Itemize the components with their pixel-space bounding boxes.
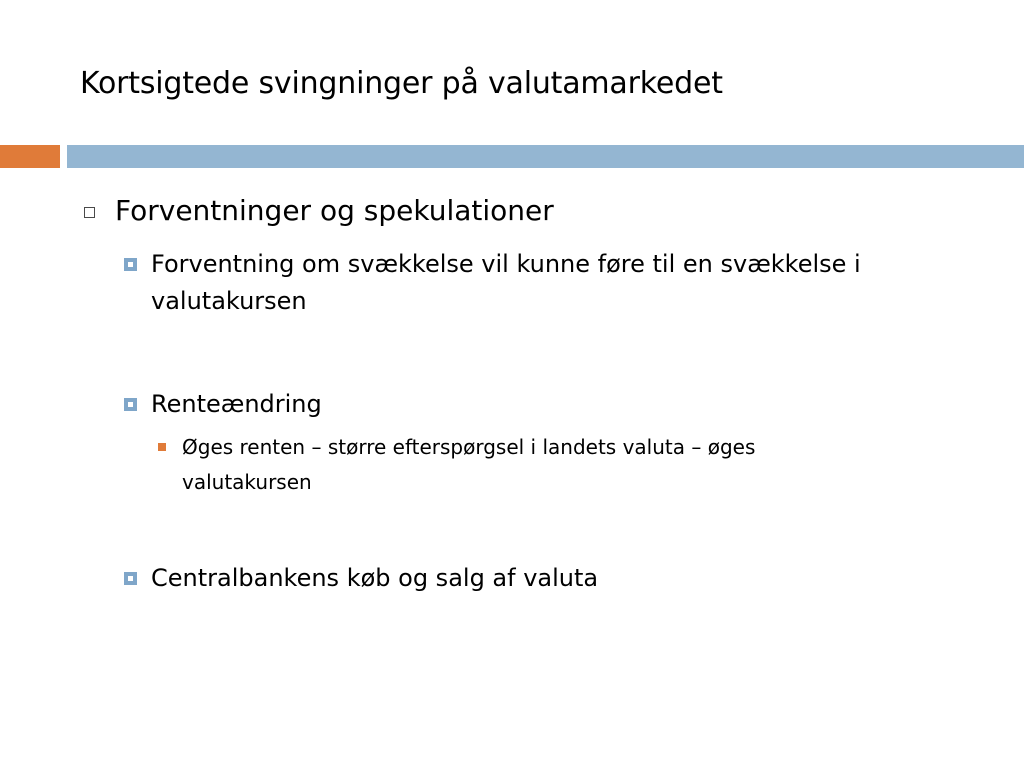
bullet-text: Forventning om svækkelse vil kunne føre til en svækkelse i valutakursen (151, 250, 861, 315)
boxed-square-bullet-icon (124, 572, 137, 585)
bullet-text: Forventninger og spekulationer (115, 194, 554, 227)
filled-square-bullet-icon (158, 443, 166, 451)
slide-title: Kortsigtede svingninger på valutamarkedet (80, 66, 723, 101)
boxed-square-bullet-icon (124, 258, 137, 271)
bullet-text: Øges renten – større efterspørgsel i landets valuta – øges valutakursen (182, 435, 756, 494)
hollow-square-bullet-icon (84, 207, 95, 218)
boxed-square-bullet-icon (124, 398, 137, 411)
bullet-text: Renteændring (151, 390, 322, 418)
bullet-text: Centralbankens køb og salg af valuta (151, 564, 599, 592)
